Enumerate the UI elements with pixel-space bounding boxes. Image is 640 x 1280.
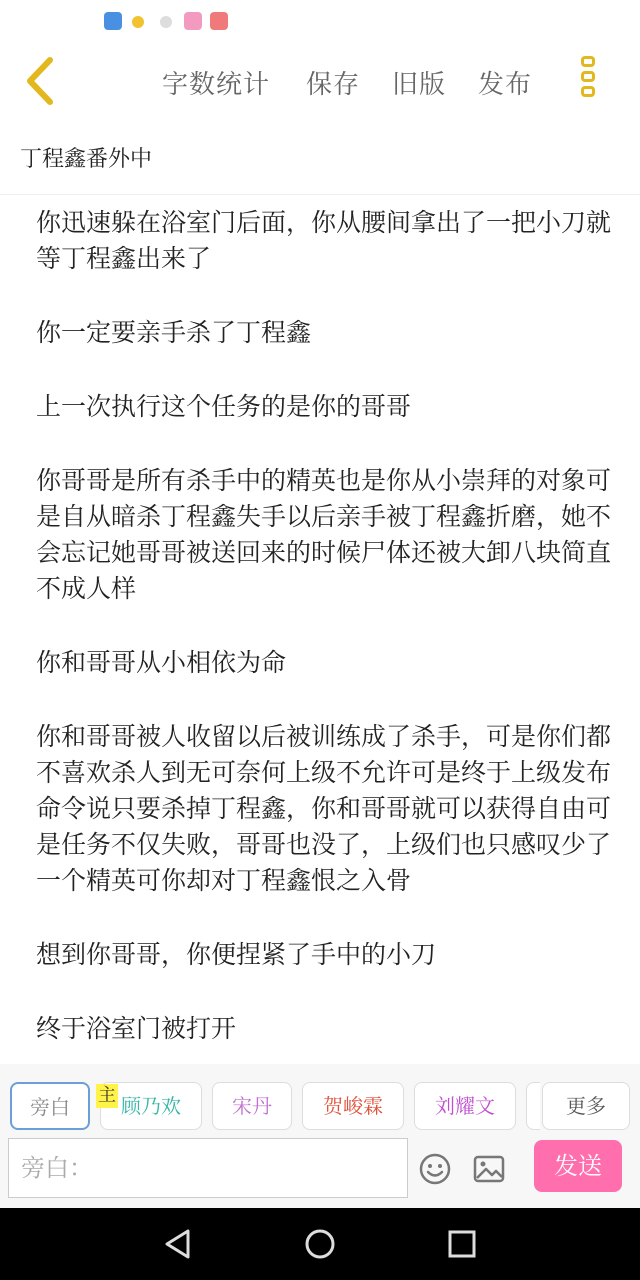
word-count-button[interactable]: 字数统计 (162, 70, 271, 100)
send-button[interactable]: 发送 (534, 1140, 622, 1192)
notification-icon (132, 16, 144, 28)
story-paragraph: 想到你哥哥，你便捏紧了手中的小刀 (36, 940, 437, 969)
image-icon[interactable] (472, 1152, 506, 1186)
main-role-badge: 主 (98, 1085, 116, 1106)
role-selector (0, 1064, 640, 1134)
app-icon (160, 16, 172, 28)
story-paragraph: 你迅速躲在浴室门后面，你从腰间拿出了一把小刀就等丁程鑫出来了 (36, 208, 612, 273)
story-content[interactable] (36, 205, 616, 1060)
chapter-title-row[interactable] (0, 126, 640, 195)
square-recent-icon[interactable] (446, 1228, 478, 1260)
system-nav-bar (0, 1208, 640, 1280)
input-bar (0, 1134, 640, 1208)
message-input[interactable] (19, 1139, 403, 1197)
role-chip-he-junlin[interactable]: 贺峻霖 (302, 1082, 404, 1130)
story-paragraph: 你和哥哥被人收留以后被训练成了杀手，可是你们都不喜欢杀人到无可奈何上级不允许可是终于上级发布命令说只要杀掉丁程鑫，你和哥哥就可以获得自由可是任务不仅失败，哥哥也没了，上级们也只感叹少了一个精英可你却对丁程鑫恨之入骨 (36, 722, 612, 895)
story-paragraph: 上一次执行这个任务的是你的哥哥 (36, 392, 412, 421)
heart-app-icon (210, 12, 228, 30)
old-version-button[interactable]: 旧版 (392, 70, 447, 100)
more-roles-button[interactable]: 更多 (542, 1082, 630, 1130)
more-vertical-icon[interactable] (576, 54, 600, 110)
story-paragraph: 终于浴室门被打开 (36, 1014, 237, 1043)
message-input-box[interactable] (8, 1138, 408, 1198)
story-paragraph: 你哥哥是所有杀手中的精英也是你从小崇拜的对象可是自从暗杀丁程鑫失手以后亲手被丁程鑫折磨，她不会忘记她哥哥被送回来的时候尸体还被大卸八块简直不成人样 (36, 466, 612, 603)
role-chip-gu-naihuan[interactable]: 顾乃欢 (100, 1082, 202, 1130)
role-chip-narrator[interactable]: 旁白 (10, 1082, 90, 1130)
triangle-back-icon[interactable] (162, 1228, 194, 1260)
role-chip-partial[interactable] (526, 1082, 540, 1130)
role-chip-song-dan[interactable]: 宋丹 (212, 1082, 292, 1130)
publish-button[interactable]: 发布 (478, 70, 533, 100)
status-bar (0, 0, 640, 44)
emoji-icon[interactable] (418, 1152, 452, 1186)
save-button[interactable]: 保存 (306, 70, 361, 100)
app-store-icon (184, 12, 202, 30)
story-paragraph: 你一定要亲手杀了丁程鑫 (36, 318, 312, 347)
circle-home-icon[interactable] (304, 1228, 336, 1260)
top-toolbar (0, 44, 640, 124)
shield-icon (104, 12, 122, 30)
back-button[interactable] (20, 56, 64, 106)
chapter-title: 丁程鑫番外中 (20, 147, 153, 172)
chevron-left-icon (20, 56, 64, 106)
role-chip-liu-yaowen[interactable]: 刘耀文 (414, 1082, 516, 1130)
story-paragraph: 你和哥哥从小相依为命 (36, 648, 287, 677)
